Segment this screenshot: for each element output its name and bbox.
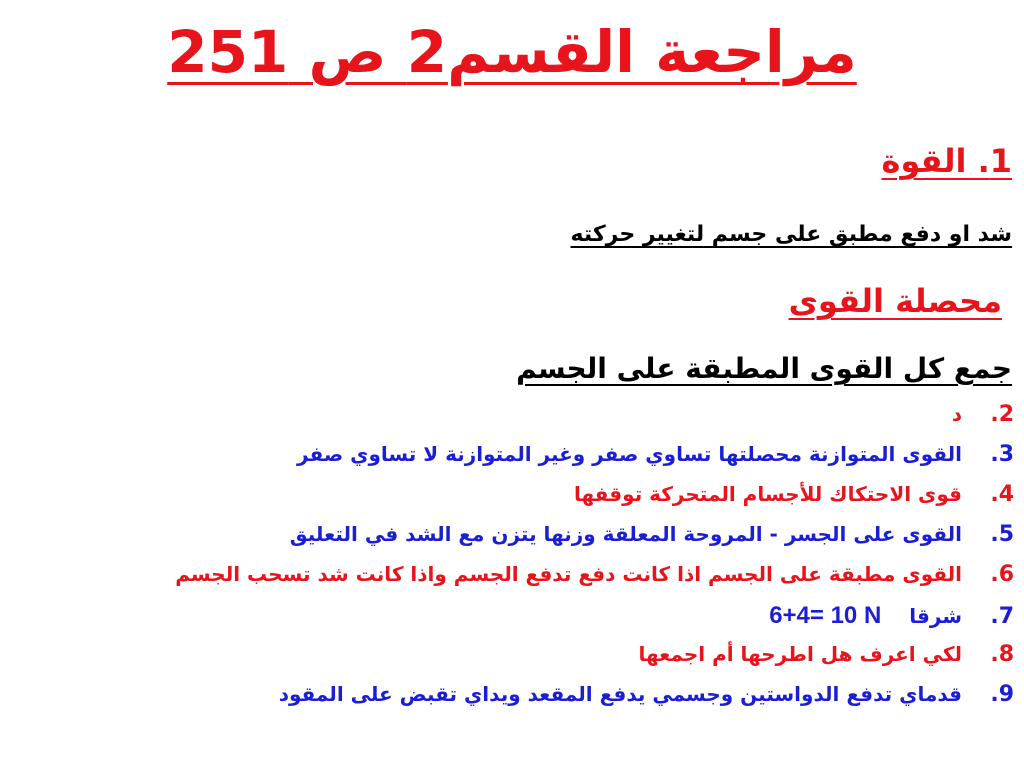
answer-text: قدماي تدفع الدواستين وجسمي يدفع المقعد ويداي تقبض على المقود bbox=[278, 682, 962, 706]
page-title bbox=[0, 18, 1024, 88]
answer-item-3 bbox=[175, 442, 1014, 482]
page-title-text: مراجعة القسم2 ص 251 bbox=[167, 18, 857, 86]
answer-item-9 bbox=[175, 682, 1014, 722]
answer-text: القوى على الجسر - المروحة المعلقة وزنها يتزن مع الشد في التعليق bbox=[289, 522, 962, 546]
answers-list bbox=[175, 402, 1014, 722]
answer-item-7 bbox=[175, 602, 1014, 642]
force-definition: شد او دفع مطبق على جسم لتغيير حركته bbox=[570, 222, 1012, 247]
net-force-heading: محصلة القوى bbox=[788, 282, 1002, 320]
answer-text: القوى مطبقة على الجسم اذا كانت دفع تدفع الجسم واذا كانت شد تسحب الجسم bbox=[175, 562, 962, 586]
answer-number: 4. bbox=[990, 482, 1014, 507]
answer-item-2 bbox=[175, 402, 1014, 442]
answer-text: د bbox=[951, 402, 962, 426]
answer-number: 9. bbox=[990, 682, 1014, 707]
answer-text: قوى الاحتكاك للأجسام المتحركة توقفها bbox=[573, 482, 962, 506]
answer-number: 2. bbox=[990, 402, 1014, 427]
answer-number: 6. bbox=[990, 562, 1014, 587]
answer-item-8 bbox=[175, 642, 1014, 682]
answer-item-5 bbox=[175, 522, 1014, 562]
answer-text: شرقا bbox=[909, 604, 962, 628]
answer-item-4 bbox=[175, 482, 1014, 522]
answer-number: 7. bbox=[990, 604, 1014, 629]
answer-text: القوى المتوازنة محصلتها تساوي صفر وغير المتوازنة لا تساوي صفر bbox=[297, 442, 962, 466]
net-force-definition: جمع كل القوى المطبقة على الجسم bbox=[516, 352, 1012, 385]
answer-number: 5. bbox=[990, 522, 1014, 547]
answer-number: 3. bbox=[990, 442, 1014, 467]
answer-number: 8. bbox=[990, 642, 1014, 667]
answer-item-6 bbox=[175, 562, 1014, 602]
answer-equation: 6+4= 10 N bbox=[769, 602, 882, 629]
section-heading: 1. القوة bbox=[881, 142, 1012, 180]
answer-text: لكي اعرف هل اطرحها أم اجمعها bbox=[638, 642, 962, 666]
